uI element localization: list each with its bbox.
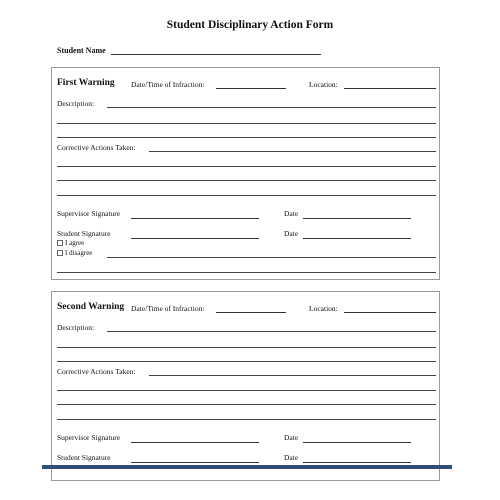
second-supervisor-signature-field[interactable] [131, 442, 259, 443]
second-supervisor-date-label: Date [284, 433, 299, 442]
first-corrective-line-4[interactable] [57, 195, 436, 196]
first-datetime-label: Date/Time of Infraction: [131, 80, 205, 89]
disagree-checkbox[interactable] [57, 250, 63, 256]
first-student-date-label: Date [284, 229, 299, 238]
first-location-label: Location: [309, 80, 338, 89]
second-description-line-3[interactable] [57, 361, 436, 362]
second-supervisor-signature-label: Supervisor Signature [57, 433, 121, 442]
first-corrective-line-1[interactable] [149, 151, 436, 152]
second-corrective-line-4[interactable] [57, 419, 436, 420]
second-supervisor-date-field[interactable] [303, 442, 411, 443]
second-student-date-label: Date [284, 453, 299, 462]
second-description-line-1[interactable] [107, 331, 436, 332]
first-warning-section [51, 67, 440, 280]
second-corrective-line-3[interactable] [57, 404, 436, 405]
first-disagree-option[interactable] [57, 249, 92, 257]
second-corrective-label: Corrective Actions Taken: [57, 367, 136, 376]
second-location-field[interactable] [344, 312, 436, 313]
agree-checkbox[interactable] [57, 240, 63, 246]
student-name-field[interactable] [111, 54, 321, 55]
first-supervisor-date-field[interactable] [303, 218, 411, 219]
first-supervisor-date-label: Date [284, 209, 299, 218]
first-agree-option[interactable] [57, 239, 84, 247]
first-supervisor-signature-field[interactable] [131, 218, 259, 219]
first-supervisor-signature-label: Supervisor Signature [57, 209, 121, 218]
first-datetime-field[interactable] [216, 88, 286, 89]
second-description-label: Description: [57, 323, 95, 332]
first-corrective-line-3[interactable] [57, 180, 436, 181]
disagree-label: I disagree [65, 249, 93, 257]
first-corrective-label: Corrective Actions Taken: [57, 143, 136, 152]
first-comment-line-1[interactable] [107, 257, 436, 258]
agree-label: I agree [65, 239, 85, 247]
second-location-label: Location: [309, 304, 338, 313]
second-datetime-label: Date/Time of Infraction: [131, 304, 205, 313]
second-datetime-field[interactable] [216, 312, 286, 313]
first-description-line-1[interactable] [107, 107, 436, 108]
second-student-signature-label: Student Signature [57, 453, 111, 462]
first-student-date-field[interactable] [303, 238, 411, 239]
bottom-accent-bar [42, 465, 452, 469]
second-description-line-2[interactable] [57, 347, 436, 348]
first-student-signature-label: Student Signature [57, 229, 111, 238]
second-warning-section [51, 291, 440, 481]
first-corrective-line-2[interactable] [57, 166, 436, 167]
first-description-line-2[interactable] [57, 123, 436, 124]
first-comment-line-2[interactable] [57, 272, 436, 273]
first-location-field[interactable] [344, 88, 436, 89]
second-corrective-line-2[interactable] [57, 390, 436, 391]
second-corrective-line-1[interactable] [149, 375, 436, 376]
second-student-date-field[interactable] [303, 462, 411, 463]
form-title: Student Disciplinary Action Form [166, 19, 334, 31]
first-description-label: Description: [57, 99, 95, 108]
first-warning-title: First Warning [57, 78, 115, 88]
second-student-signature-field[interactable] [131, 462, 259, 463]
first-description-line-3[interactable] [57, 137, 436, 138]
student-name-label: Student Name [57, 46, 106, 55]
second-warning-title: Second Warning [57, 302, 125, 312]
first-student-signature-field[interactable] [131, 238, 259, 239]
